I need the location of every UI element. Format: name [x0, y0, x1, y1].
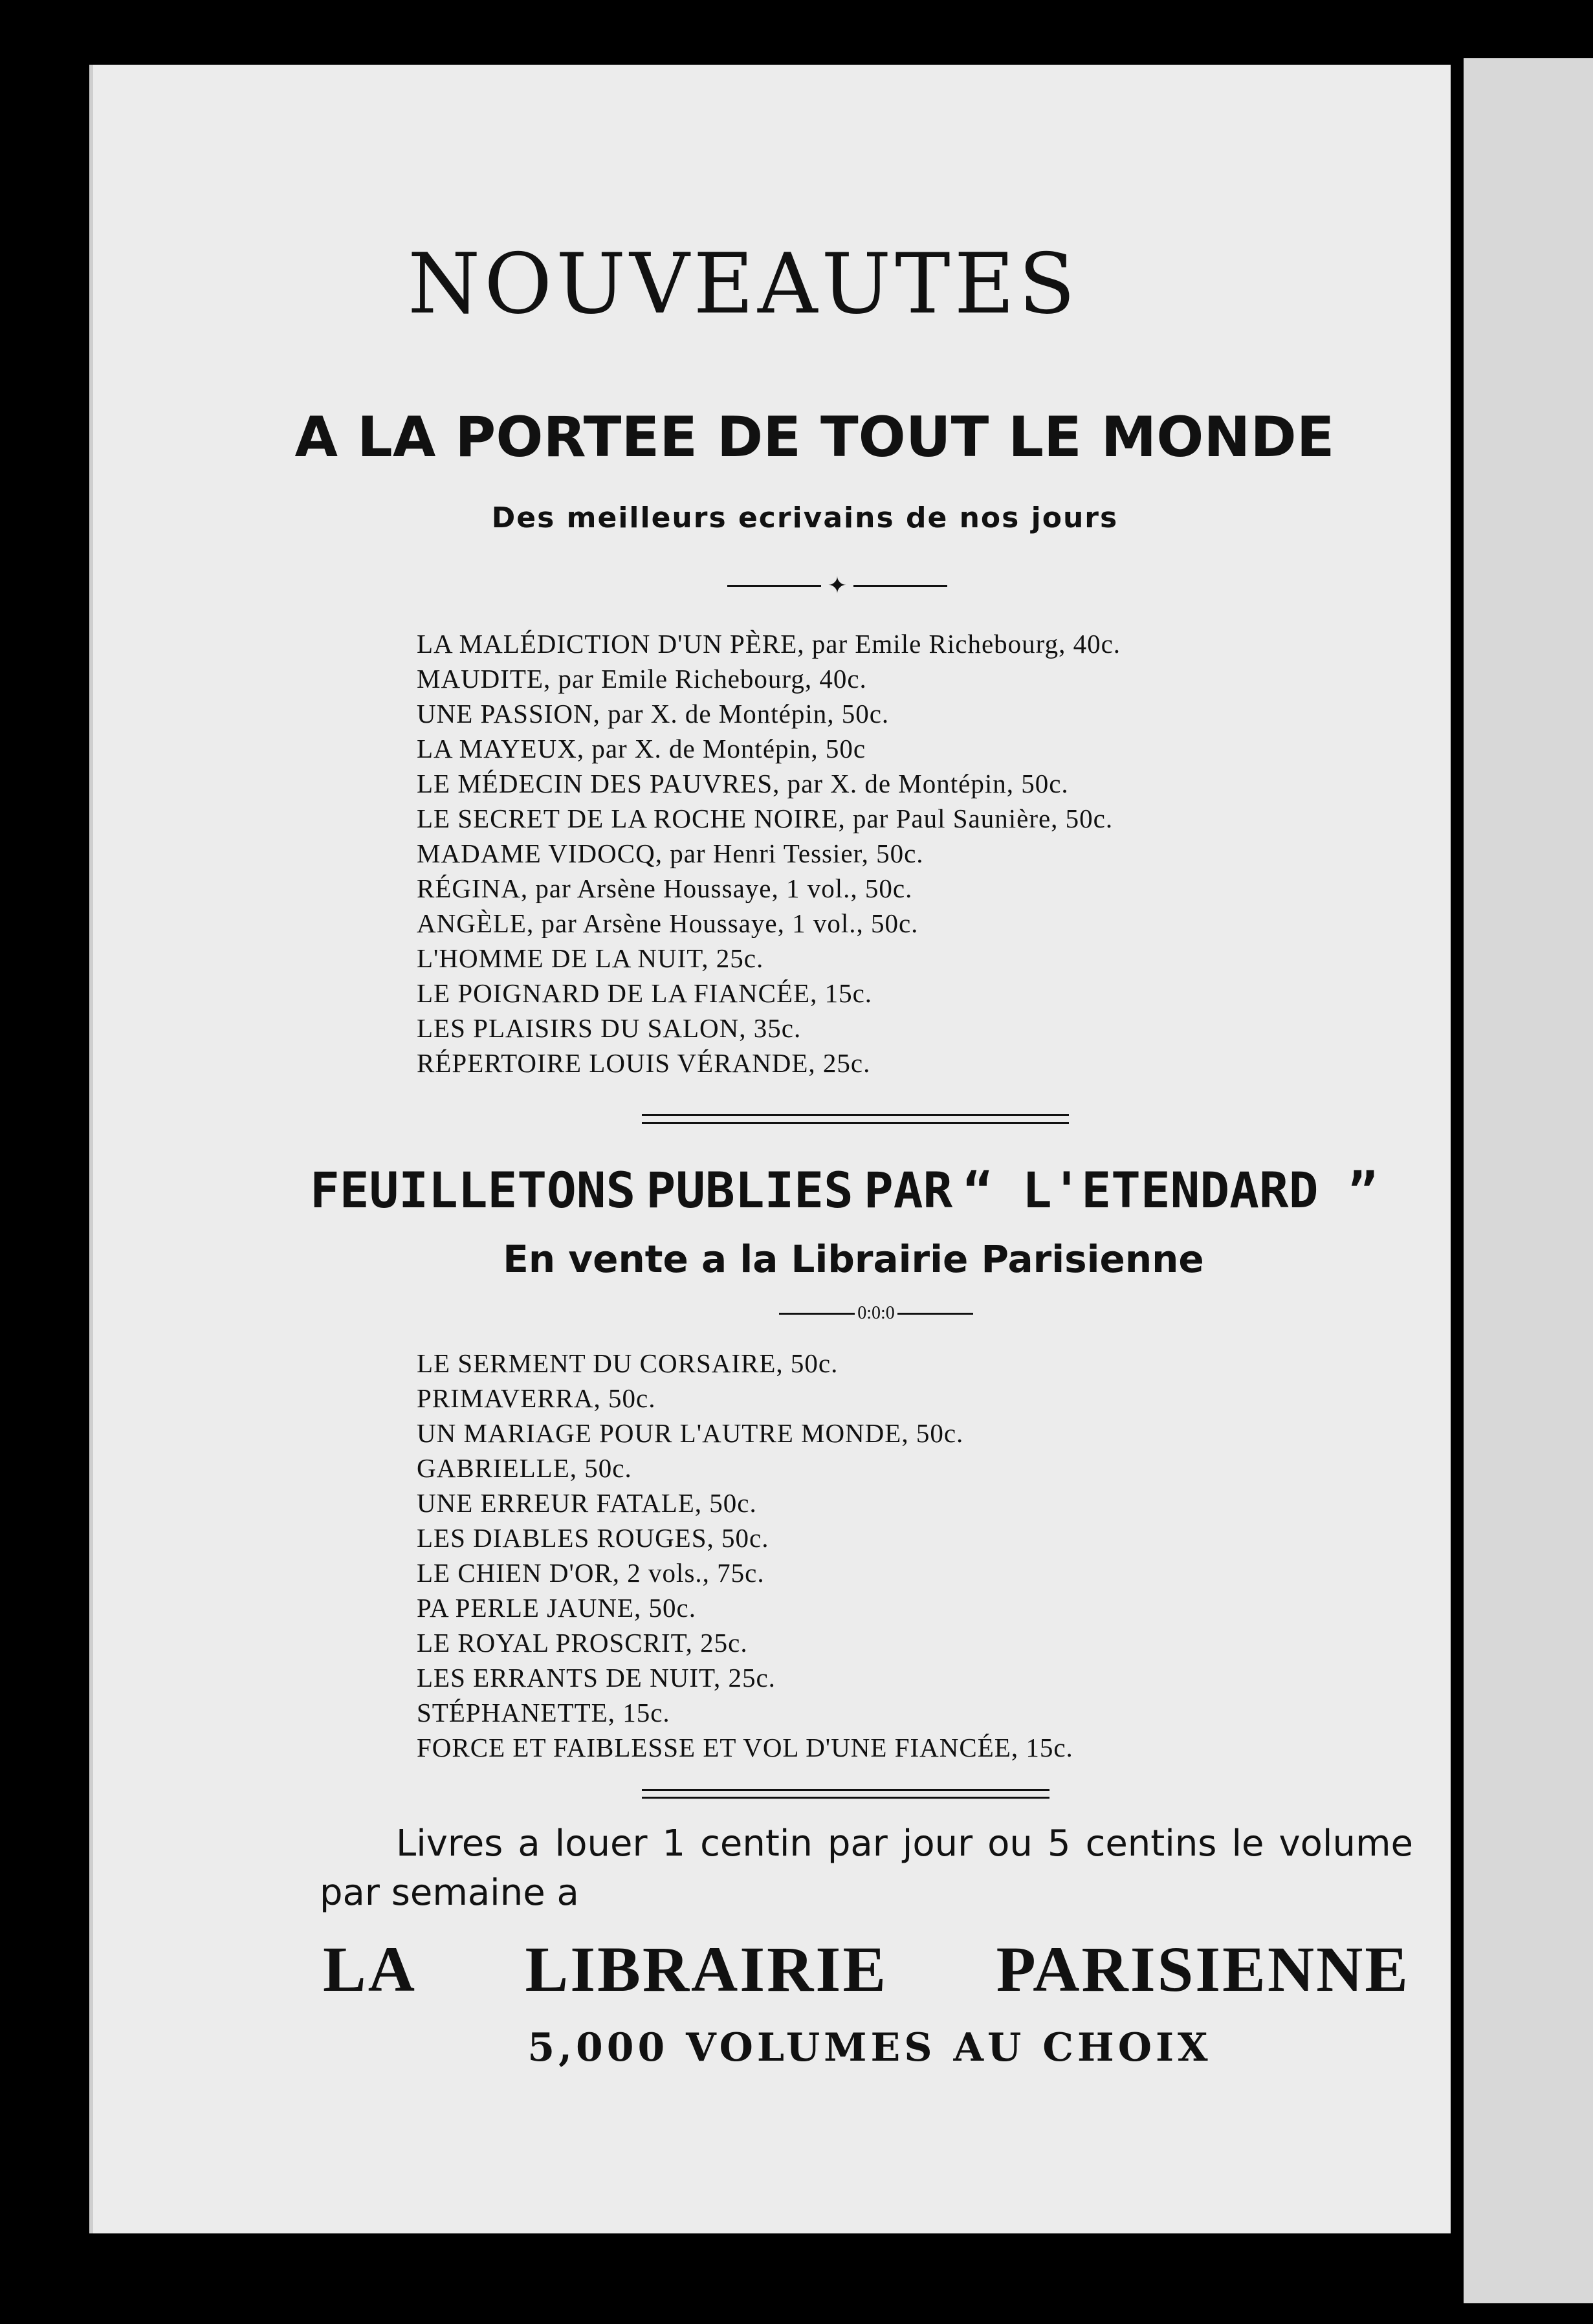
- list-item: UN MARIAGE POUR L'AUTRE MONDE, 50c.: [417, 1418, 964, 1448]
- store-name-word: LIBRAIRIE: [525, 1933, 888, 2005]
- store-name-word: PARISIENNE: [996, 1933, 1410, 2005]
- divider-line: [779, 1313, 855, 1315]
- tagline: Des meilleurs ecrivains de nos jours: [491, 501, 1119, 534]
- list-item: LE CHIEN D'OR, 2 vols., 75c.: [417, 1558, 765, 1588]
- list-item: ANGÈLE, par Arsène Houssaye, 1 vol., 50c.: [417, 908, 919, 938]
- store-name: [323, 1932, 1410, 2006]
- list-item: UNE ERREUR FATALE, 50c.: [417, 1488, 757, 1518]
- divider-mark: 0:0:0: [857, 1303, 895, 1323]
- list-item: LE POIGNARD DE LA FIANCÉE, 15c.: [417, 978, 873, 1008]
- list-item: LE SERMENT DU CORSAIRE, 50c.: [417, 1348, 839, 1378]
- heading-word: PAR: [863, 1161, 953, 1219]
- list-item: PRIMAVERRA, 50c.: [417, 1383, 656, 1413]
- list-item: STÉPHANETTE, 15c.: [417, 1698, 670, 1727]
- heading-word: PUBLIES: [646, 1161, 853, 1219]
- list-item: MAUDITE, par Emile Richebourg, 40c.: [417, 664, 867, 694]
- list-item: LE SECRET DE LA ROCHE NOIRE, par Paul Saunière, 50c.: [417, 804, 1114, 833]
- store-name-word: LA: [323, 1933, 417, 2005]
- double-rule-divider: [642, 1114, 1069, 1124]
- list-item: GABRIELLE, 50c.: [417, 1453, 632, 1483]
- list-item: LES PLAISIRS DU SALON, 35c.: [417, 1013, 802, 1043]
- section-heading: [310, 1161, 1378, 1219]
- feuilletons-list: [417, 1346, 1073, 1765]
- list-item: MADAME VIDOCQ, par Henri Tessier, 50c.: [417, 839, 924, 868]
- list-item: LES DIABLES ROUGES, 50c.: [417, 1523, 769, 1553]
- list-item: LES ERRANTS DE NUIT, 25c.: [417, 1663, 776, 1693]
- facing-page-edge: [1464, 58, 1593, 2303]
- small-divider: [779, 1302, 973, 1325]
- list-item: RÉPERTOIRE LOUIS VÉRANDE, 25c.: [417, 1048, 871, 1078]
- divider-line: [897, 1313, 973, 1315]
- list-item: LA MALÉDICTION D'UN PÈRE, par Emile Richebourg, 40c.: [417, 629, 1121, 659]
- page-subtitle: A LA PORTEE DE TOUT LE MONDE: [294, 405, 1335, 470]
- rental-notice: Livres a louer 1 centin par jour ou 5 centins le volume par semaine a: [320, 1823, 1413, 1914]
- heading-word: “ L'ETENDARD ”: [963, 1161, 1378, 1219]
- new-titles-list: [417, 626, 1121, 1080]
- heading-word: FEUILLETONS: [310, 1161, 636, 1219]
- volumes-banner: 5,000 VOLUMES AU CHOIX: [527, 2025, 1212, 2070]
- list-item: L'HOMME DE LA NUIT, 25c.: [417, 943, 764, 973]
- section-subheading: En vente a la Librairie Parisienne: [503, 1237, 1204, 1281]
- ornament-divider: [727, 573, 947, 598]
- list-item: LE MÉDECIN DES PAUVRES, par X. de Montépin, 50c.: [417, 769, 1069, 798]
- divider-line: [727, 585, 821, 587]
- document-page: [89, 65, 1451, 2233]
- ornament-icon: ✦: [827, 573, 848, 598]
- divider-line: [853, 585, 947, 587]
- list-item: PA PERLE JAUNE, 50c.: [417, 1593, 696, 1623]
- double-rule-divider: [642, 1789, 1049, 1799]
- list-item: LE ROYAL PROSCRIT, 25c.: [417, 1628, 748, 1658]
- list-item: LA MAYEUX, par X. de Montépin, 50c: [417, 734, 866, 763]
- list-item: FORCE ET FAIBLESSE ET VOL D'UNE FIANCÉE, 15c.: [417, 1733, 1073, 1762]
- list-item: RÉGINA, par Arsène Houssaye, 1 vol., 50c.: [417, 873, 913, 903]
- page-title: NOUVEAUTES: [408, 236, 1079, 333]
- list-item: UNE PASSION, par X. de Montépin, 50c.: [417, 699, 890, 729]
